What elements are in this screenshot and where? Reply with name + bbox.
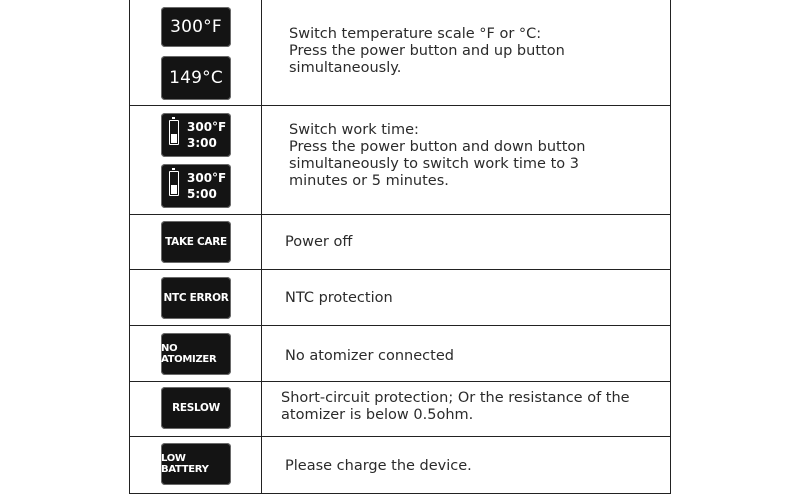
badge-low-battery: LOW BATTERY [161, 443, 231, 485]
badge-work-time-3min [161, 113, 231, 157]
battery-icon [169, 171, 179, 196]
row-divider [129, 105, 671, 106]
description-line: atomizer is below 0.5ohm. [281, 407, 474, 423]
row-divider [129, 381, 671, 382]
description-line: Switch work time: [289, 122, 419, 138]
description-line: Press the power button and up button [289, 43, 565, 59]
row-divider [129, 214, 671, 215]
badge-no-atomizer: NO ATOMIZER [161, 333, 231, 375]
badge-ntc-error: NTC ERROR [161, 277, 231, 319]
row-divider [129, 325, 671, 326]
description-line: minutes or 5 minutes. [289, 173, 449, 189]
column-divider [261, 0, 262, 494]
badge-celsius: 149°C [161, 56, 231, 100]
power-off-description: Power off [285, 234, 353, 250]
badge-temperature: 300°F [187, 120, 227, 134]
badge-work-time-5min [161, 164, 231, 208]
badge-time: 5:00 [187, 187, 217, 201]
row-divider [129, 436, 671, 437]
row-divider [129, 269, 671, 270]
badge-time: 3:00 [187, 136, 217, 150]
temperature-scale-description [289, 26, 611, 77]
badge-take-care: TAKE CARE [161, 221, 231, 263]
work-time-description [289, 122, 603, 190]
description-line: Short-circuit protection; Or the resistance of the [281, 390, 630, 406]
description-line: Press the power button and down button [289, 139, 586, 155]
description-line: simultaneously. [289, 60, 402, 76]
short-circuit-description [281, 390, 661, 424]
ntc-protection-description: NTC protection [285, 290, 393, 306]
battery-icon [169, 120, 179, 145]
badge-temperature: 300°F [187, 171, 227, 185]
description-line: Switch temperature scale °F or °C: [289, 26, 542, 42]
display-messages-table [129, 0, 671, 494]
charge-device-description: Please charge the device. [285, 458, 472, 474]
description-line: simultaneously to switch work time to 3 [289, 156, 579, 172]
no-atomizer-description: No atomizer connected [285, 348, 454, 364]
badge-fahrenheit: 300°F [161, 7, 231, 47]
badge-reslow: RESLOW [161, 387, 231, 429]
